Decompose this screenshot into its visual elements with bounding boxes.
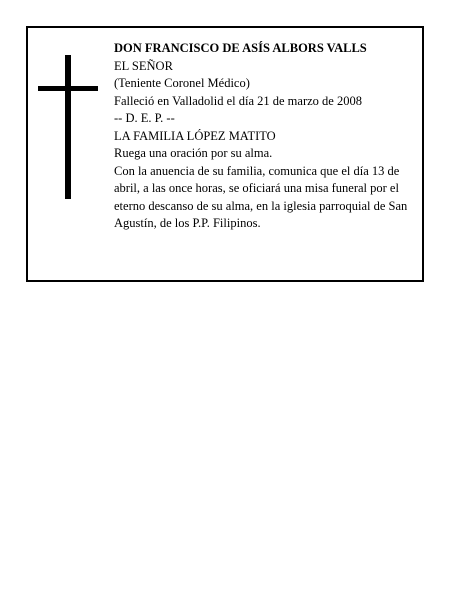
death-info: Falleció en Valladolid el día 21 de marzo de 2008 — [114, 93, 362, 108]
honorific: EL SEÑOR — [114, 58, 173, 73]
mass-announcement: Con la anuencia de su familia, comunica que el día 13 de abril, a las once horas, se oficiará una misa funeral por el eterno descanso de su alma, en la iglesia parroquial de San Agustín, de los P.P. Filipinos. — [114, 163, 408, 230]
rank: (Teniente Coronel Médico) — [114, 76, 250, 90]
cross-vertical-bar — [65, 55, 71, 199]
notice-text — [114, 40, 414, 233]
family-name: LA FAMILIA LÓPEZ MATITO — [114, 128, 276, 143]
deceased-name: DON FRANCISCO DE ASÍS ALBORS VALLS — [114, 41, 367, 55]
prayer-request: Ruega una oración por su alma. — [114, 146, 273, 160]
obituary-notice — [26, 26, 424, 282]
rest-in-peace: -- D. E. P. -- — [114, 111, 175, 125]
cross-horizontal-bar — [38, 86, 98, 91]
cross-icon — [38, 55, 98, 199]
